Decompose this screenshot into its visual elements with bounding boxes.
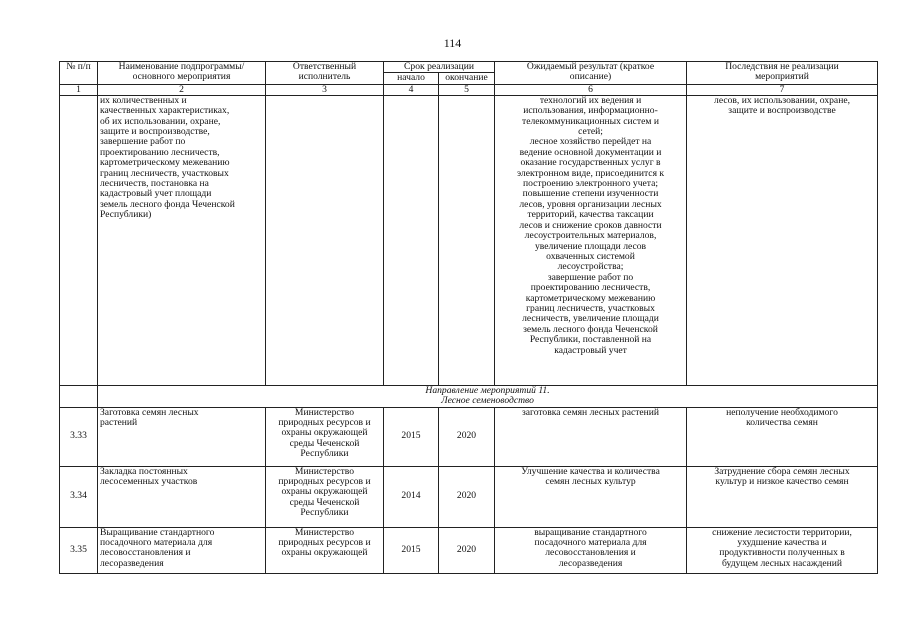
header-row [60, 62, 878, 73]
table-row [60, 407, 878, 466]
header-expected: Ожидаемый результат (краткое описание) [495, 62, 687, 85]
col-number: 2 [98, 84, 266, 95]
row-start: 2014 [384, 466, 439, 527]
row-responsible: Министерство природных ресурсов и охраны окружающей среды Чеченской Республики [266, 466, 384, 527]
row-consequences: снижение лесистости территории, ухудшение качества и продуктивности полученных в будущем лесных насаждений [687, 527, 878, 573]
row-num: 3.35 [60, 527, 98, 573]
row-name: Заготовка семян лесных растений [98, 407, 266, 466]
row-name: Закладка постоянных лесосеменных участков [98, 466, 266, 527]
section-row [60, 385, 878, 407]
table-row [60, 527, 878, 573]
page-number: 114 [443, 36, 462, 50]
cell-responsible [266, 95, 384, 385]
row-responsible: Министерство природных ресурсов и охраны окружающей среды Чеченской Республики [266, 407, 384, 466]
cell-expected: технологий их ведения и использования, информационно- телекоммуникационных систем и сетей; лесное хозяйство перейдет на ведение основной документации и оказание государственных услуг в электронном виде, присоединится к построению электронного учета; повышение степени изученности лесов, уровня организации лесных территорий, качества таксации лесов и снижение сроков давности лесоустроительных материалов, увеличение площади лесов охваченных системой лесоустройства; завершение работ по проектированию лесничеств, картометрическому межеванию границ лесничеств, участковых лесничеств, увеличение площади земель лесного фонда Чеченской Республики, поставленной на кадастровый учет [495, 95, 687, 385]
row-expected: Улучшение качества и количества семян лесных культур [495, 466, 687, 527]
section-line-2: Лесное семеноводство [441, 395, 534, 407]
col-number: 5 [439, 84, 495, 95]
row-end: 2020 [439, 466, 495, 527]
section-title [98, 385, 878, 407]
col-number: 3 [266, 84, 384, 95]
row-responsible: Министерство природных ресурсов и охраны окружающей [266, 527, 384, 573]
program-table [59, 61, 878, 574]
continuation-row [60, 95, 878, 385]
col-number: 1 [60, 84, 98, 95]
cell-num [60, 385, 98, 407]
row-start: 2015 [384, 407, 439, 466]
cell-start [384, 95, 439, 385]
column-numbers-row [60, 84, 878, 95]
header-end: окончание [439, 73, 495, 84]
header-name: Наименование подпрограммы/ основного мероприятия [98, 62, 266, 85]
cell-name: их количественных и качественных характеристиках, об их использовании, охране, защите и воспроизводстве, завершение работ по проектированию лесничеств, картометрическому межеванию границ лесничеств, участковых лесничеств, постановка на кадастровый учет площади земель лесного фонда Чеченской Республики) [98, 95, 266, 385]
row-expected: выращивание стандартного посадочного материала для лесовосстановления и лесоразведения [495, 527, 687, 573]
row-num: 3.34 [60, 466, 98, 527]
header-num: № п/п [60, 62, 98, 85]
col-number: 7 [687, 84, 878, 95]
section-line-1: Направление мероприятий 11. [425, 384, 550, 396]
cell-end [439, 95, 495, 385]
row-num: 3.33 [60, 407, 98, 466]
header-start: начало [384, 73, 439, 84]
cell-consequences: лесов, их использовании, охране, защите и воспроизводстве [687, 95, 878, 385]
row-start: 2015 [384, 527, 439, 573]
header-term: Срок реализации [384, 62, 495, 73]
row-consequences: неполучение необходимого количества семян [687, 407, 878, 466]
table-row [60, 466, 878, 527]
row-end: 2020 [439, 527, 495, 573]
col-number: 6 [495, 84, 687, 95]
header-responsible: Ответственный исполнитель [266, 62, 384, 85]
row-expected: заготовка семян лесных растений [495, 407, 687, 466]
col-number: 4 [384, 84, 439, 95]
row-consequences: Затруднение сбора семян лесных культур и низкое качество семян [687, 466, 878, 527]
cell-num [60, 95, 98, 385]
header-consequences: Последствия не реализации мероприятий [687, 62, 878, 85]
row-name: Выращивание стандартного посадочного материала для лесовосстановления и лесоразведения [98, 527, 266, 573]
row-end: 2020 [439, 407, 495, 466]
